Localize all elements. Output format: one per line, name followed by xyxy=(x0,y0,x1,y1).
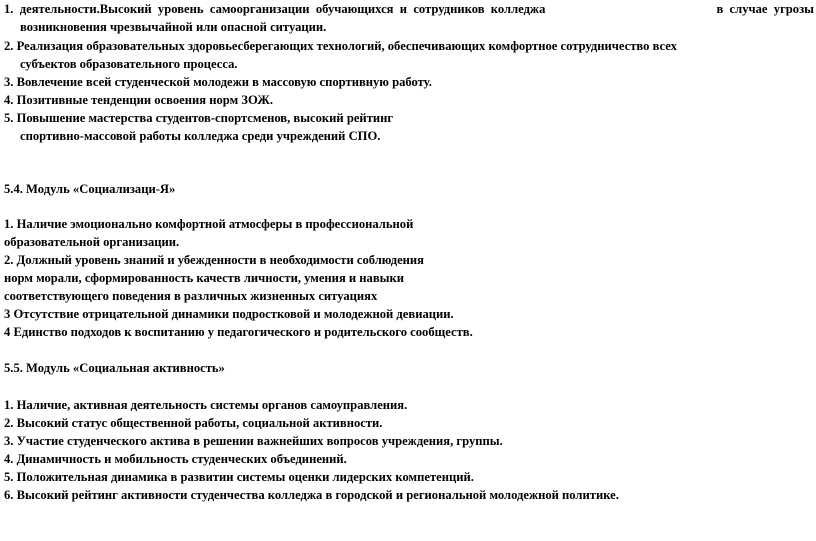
block1-item1-line1-right: в случае угрозы xyxy=(716,2,814,16)
block1-item3: 3. Вовлечение всей студенческой молодежи в массовую спортивную работу. xyxy=(4,75,432,89)
module54-heading: 5.4. Модуль «Социализаци-Я» xyxy=(4,182,176,196)
module55-heading: 5.5. Модуль «Социальная активность» xyxy=(4,361,225,375)
module54-item1-line1: 1. Наличие эмоционально комфортной атмосферы в профессиональной xyxy=(4,217,414,231)
block1-item1-line2: возникновения чрезвычайной или опасной ситуации. xyxy=(20,20,327,34)
block1-item2-line2: субъектов образовательного процесса. xyxy=(20,57,238,71)
block1-item1-line1 xyxy=(4,0,814,18)
module54-item2-line2: норм морали, сформированность качеств личности, умения и навыки xyxy=(4,271,405,285)
module54-item2-line3: соответствующего поведения в различных жизненных ситуациях xyxy=(4,289,378,303)
block1-item5-line1: 5. Повышение мастерства студентов-спортсменов, высокий рейтинг xyxy=(4,111,394,125)
block1-item2-line1: 2. Реализация образовательных здоровьесберегающих технологий, обеспечивающих комфортное сотрудничество всех xyxy=(4,39,677,53)
module54-item1-line2: образовательной организации. xyxy=(4,235,180,249)
block1-item4: 4. Позитивные тенденции освоения норм ЗОЖ. xyxy=(4,93,274,107)
module55-item2: 2. Высокий статус общественной работы, социальной активности. xyxy=(4,416,383,430)
module54-item3: 3 Отсутствие отрицательной динамики подростковой и молодежной девиации. xyxy=(4,307,454,321)
module55-item4: 4. Динамичность и мобильность студенческих объединений. xyxy=(4,452,347,466)
module55-item3: 3. Участие студенческого актива в решении важнейших вопросов учреждения, группы. xyxy=(4,434,503,448)
block1-item5-line2: спортивно-массовой работы колледжа среди учреждений СПО. xyxy=(20,129,381,143)
module54-item4: 4 Единство подходов к воспитанию у педагогического и родительского сообществ. xyxy=(4,325,473,339)
module55-item6: 6. Высокий рейтинг активности студенчества колледжа в городской и региональной молодежной политике. xyxy=(4,488,619,502)
module55-item1: 1. Наличие, активная деятельность системы органов самоуправления. xyxy=(4,398,408,412)
module54-item2-line1: 2. Должный уровень знаний и убежденности в необходимости соблюдения xyxy=(4,253,424,267)
block1-item1-line1-left: 1. деятельности.Высокий уровень самоорганизации обучающихся и сотрудников колледжа xyxy=(4,2,546,16)
module55-item5: 5. Положительная динамика в развитии системы оценки лидерских компетенций. xyxy=(4,470,474,484)
